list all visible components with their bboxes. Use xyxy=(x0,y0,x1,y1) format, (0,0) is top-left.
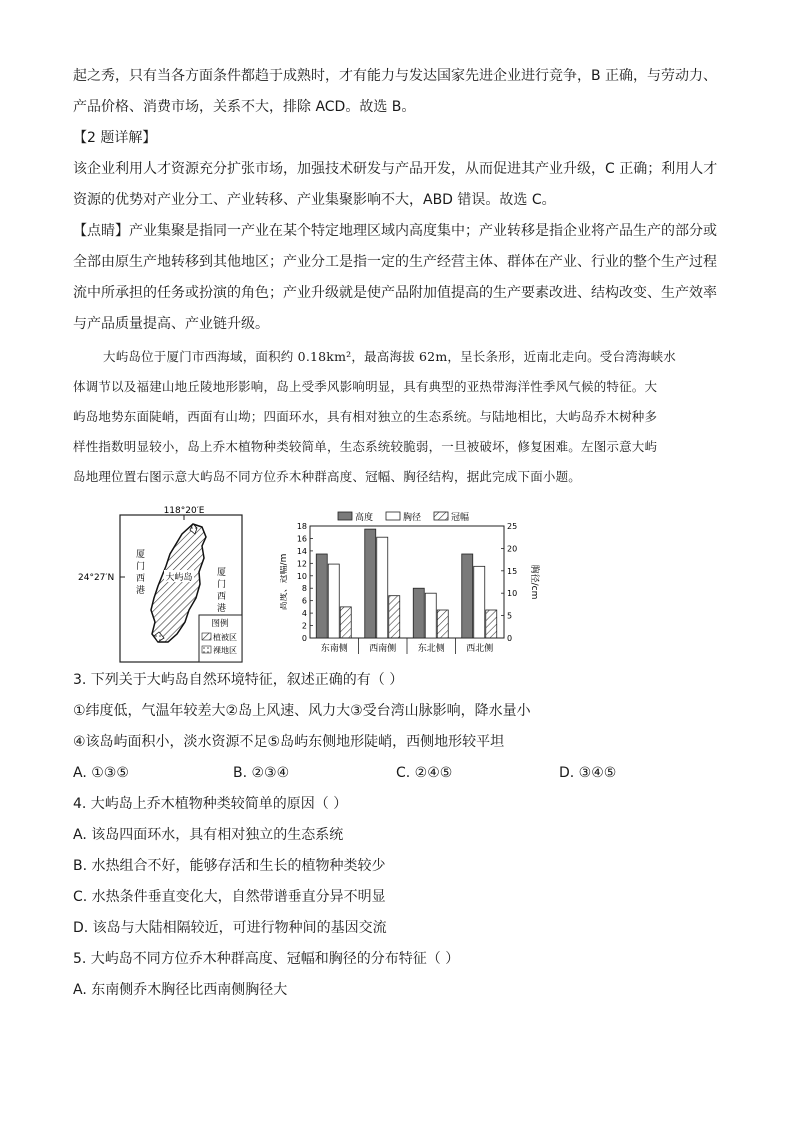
bar-冠幅 xyxy=(389,596,400,638)
material-line: 岛地理位置右图示意大屿岛不同方位乔木种群高度、冠幅、胸径结构，据此完成下面小题。 xyxy=(73,469,582,484)
category-label: 西南侧 xyxy=(369,644,397,654)
svg-text:门: 门 xyxy=(217,580,227,590)
answer-line: 产品价格、消费市场，关系不大，排除 ACD。故选 B。 xyxy=(73,99,416,115)
legend-label: 冠幅 xyxy=(451,513,470,523)
right-axis-label: 胸径/cm xyxy=(529,564,539,600)
left-tick-label: 8 xyxy=(301,584,307,594)
tip-line: 与产品质量提高、产业链升级。 xyxy=(73,316,269,332)
material-line: 屿岛地势东面陡峭，西面有山坳；四面环水，具有相对独立的生态系统。与陆地相比，大屿岛乔木树种多 xyxy=(73,409,658,424)
category-labels xyxy=(321,638,494,654)
left-axis-ticks xyxy=(297,522,313,643)
legend-label: 高度 xyxy=(355,513,374,523)
bar-高度 xyxy=(462,554,473,638)
left-axis-label: 高度、冠幅/m xyxy=(280,553,289,611)
svg-text:厦: 厦 xyxy=(136,550,146,560)
material-line: 体调节以及福建山地丘陵地形影响，岛上受季风影响明显，具有典型的亚热带海洋性季风气候的特征。大 xyxy=(73,379,658,394)
right-tick-label: 0 xyxy=(507,634,513,643)
material-line: 大屿岛位于厦门市西海域，面积约 0.18km²，最高海拔 62m，呈长条形，近南北走向。受台湾海峡水 xyxy=(103,349,676,364)
left-tick-label: 18 xyxy=(296,522,307,531)
section-header: 【2 题详解】 xyxy=(73,130,157,146)
q3-option-a: A. ①③⑤ xyxy=(73,765,129,781)
svg-text:植被区: 植被区 xyxy=(213,633,237,642)
longitude-label: 118°20′E xyxy=(163,506,205,516)
left-tick-label: 2 xyxy=(301,621,307,631)
bar-胸径 xyxy=(425,593,436,638)
category-label: 东南侧 xyxy=(320,644,348,654)
bars xyxy=(316,529,497,638)
legend-swatch xyxy=(338,512,352,520)
chart-legend xyxy=(338,511,469,523)
bar-胸径 xyxy=(377,537,388,638)
right-axis-ticks xyxy=(501,522,517,643)
q3-option-c: C. ②④⑤ xyxy=(396,765,453,781)
question-5: 5. 大屿岛不同方位乔木种群高度、冠幅和胸径的分布特征（ ） xyxy=(73,951,460,967)
legend-swatch xyxy=(434,512,448,520)
island-location-map xyxy=(78,506,242,660)
q3-option-d: D. ③④⑤ xyxy=(559,765,617,781)
category-label: 东北侧 xyxy=(417,644,445,654)
svg-text:西: 西 xyxy=(136,574,146,584)
question-3: 3. 下列关于大屿岛自然环境特征，叙述正确的有（ ） xyxy=(73,672,404,688)
left-tick-label: 14 xyxy=(296,546,307,556)
bar-冠幅 xyxy=(486,610,497,638)
answer-line: 该企业利用人才资源充分扩张市场，加强技术研发与产品开发，从而促进其产业升级，C 正确；利用人才 xyxy=(73,161,718,177)
latitude-label: 24°27′N xyxy=(78,573,115,583)
svg-text:门: 门 xyxy=(136,562,146,572)
q3-statements: ①纬度低，气温年较差大②岛上风速、风力大③受台湾山脉影响，降水量小 xyxy=(73,703,531,719)
svg-text:港: 港 xyxy=(217,604,227,614)
svg-text:西: 西 xyxy=(217,592,227,602)
tip-line: 【点睛】产业集聚是指同一产业在某个特定地理区域内高度集中；产业转移是指企业将产品生产的部分或 xyxy=(73,223,717,239)
q4-option-c: C. 水热条件垂直变化大，自然带谱垂直分异不明显 xyxy=(73,889,386,905)
map-legend xyxy=(199,615,242,662)
left-tick-label: 6 xyxy=(301,596,307,606)
bar-冠幅 xyxy=(340,607,351,638)
answer-line: 起之秀，只有当各方面条件都趋于成熟时，才有能力与发达国家先进企业进行竞争，B 正确，与劳动力、 xyxy=(73,68,718,84)
right-tick-label: 15 xyxy=(507,566,518,576)
category-label: 西北侧 xyxy=(466,644,494,654)
tree-structure-chart xyxy=(280,508,542,656)
tip-line: 流中所承担的任务或扮演的角色；产业升级就是使产品附加值提高的生产要素改进、结构改变、生产效率 xyxy=(73,285,717,301)
q4-option-d: D. 该岛与大陆相隔较近，可进行物种间的基因交流 xyxy=(73,920,387,936)
left-tick-label: 12 xyxy=(296,559,307,569)
svg-text:裸地区: 裸地区 xyxy=(213,646,237,655)
bar-高度 xyxy=(316,554,327,638)
bar-胸径 xyxy=(474,566,485,638)
svg-text:图例: 图例 xyxy=(211,619,229,629)
left-tick-label: 16 xyxy=(296,534,307,544)
bar-chart-svg xyxy=(280,508,542,656)
answer-line: 资源的优势对产业分工、产业转移、产业集聚影响不大，ABD 错误。故选 C。 xyxy=(73,192,556,208)
q5-option-a: A. 东南侧乔木胸径比西南侧胸径大 xyxy=(73,982,288,998)
bar-高度 xyxy=(413,588,424,638)
q3-option-b: B. ②③④ xyxy=(233,765,290,781)
bar-高度 xyxy=(365,529,376,638)
svg-text:港: 港 xyxy=(136,586,146,596)
left-tick-label: 4 xyxy=(301,609,307,619)
right-tick-label: 20 xyxy=(507,544,518,554)
island-label: 大屿岛 xyxy=(165,573,193,583)
left-tick-label: 0 xyxy=(301,634,307,643)
q3-statements: ④该岛屿面积小，淡水资源不足⑤岛屿东侧地形陡峭，西侧地形较平坦 xyxy=(73,734,505,750)
right-tick-label: 10 xyxy=(507,589,518,599)
q4-option-a: A. 该岛四面环水，具有相对独立的生态系统 xyxy=(73,827,344,843)
right-tick-label: 5 xyxy=(507,611,513,621)
left-tick-label: 10 xyxy=(296,571,307,581)
right-tick-label: 25 xyxy=(507,522,518,531)
svg-text:厦: 厦 xyxy=(217,568,227,578)
question-4: 4. 大屿岛上乔木植物种类较简单的原因（ ） xyxy=(73,796,348,812)
bar-胸径 xyxy=(328,564,339,638)
material-line: 样性指数明显较小，岛上乔木植物种类较简单，生态系统较脆弱，一旦被破坏，修复困难。左图示意大屿 xyxy=(73,439,658,454)
legend-swatch xyxy=(386,512,400,520)
q4-option-b: B. 水热组合不好，能够存活和生长的植物种类较少 xyxy=(73,858,386,874)
legend-label: 胸径 xyxy=(403,513,422,523)
tip-line: 全部由原生产地转移到其他地区；产业分工是指一定的生产经营主体、群体在产业、行业的整个生产过程 xyxy=(73,254,717,270)
bar-冠幅 xyxy=(437,610,448,638)
